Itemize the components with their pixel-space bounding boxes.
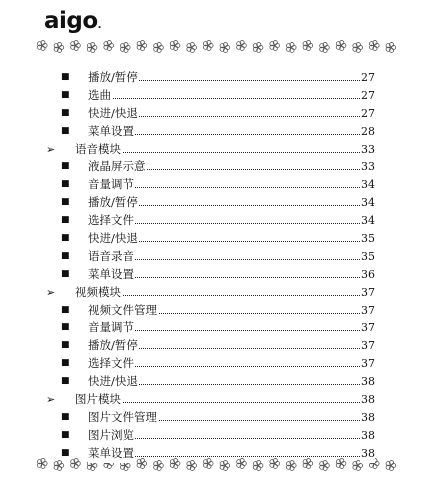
toc-page-number: 36: [360, 266, 375, 284]
flower-ornament-icon: [369, 41, 379, 51]
toc-page-number: 38: [360, 373, 375, 391]
flower-ornament-icon: [137, 41, 147, 51]
toc-item-row[interactable]: [0, 123, 435, 141]
toc-page-number: 38: [360, 391, 375, 409]
toc-item-row[interactable]: [0, 337, 435, 355]
toc-label: 快进/快退: [88, 373, 139, 391]
square-bullet-icon: ■: [61, 304, 70, 315]
square-bullet-icon: ■: [61, 72, 70, 82]
toc-item-row[interactable]: [0, 373, 435, 391]
toc-page-number: 35: [360, 248, 375, 266]
arrow-bullet-icon: ➢: [46, 142, 56, 156]
toc-label: 选择文件: [88, 212, 135, 230]
toc-page-number: 37: [360, 284, 375, 302]
flower-ornament-icon: [253, 43, 263, 53]
toc-section-row[interactable]: [0, 141, 435, 159]
toc-label: 快进/快退: [88, 105, 139, 123]
toc-page-number: 33: [360, 158, 375, 176]
arrow-bullet-icon: ➢: [46, 285, 56, 299]
toc-item-row[interactable]: [0, 87, 435, 105]
flower-ornament-icon: [71, 41, 81, 51]
flower-ornament-icon: [154, 461, 164, 471]
toc-section-row[interactable]: [0, 391, 435, 409]
flower-ornament-icon: [87, 43, 97, 53]
toc-item-row[interactable]: [0, 194, 435, 212]
toc-page-number: 34: [360, 176, 375, 194]
flower-ornament-icon: [237, 459, 247, 469]
toc-page-number: 27: [360, 69, 375, 87]
toc-label: 音量调节: [88, 319, 135, 337]
square-bullet-icon: ■: [61, 107, 70, 118]
flower-ornament-icon: [303, 459, 313, 469]
toc-page-number: 37: [360, 355, 375, 373]
toc-page-number: 37: [360, 319, 375, 337]
toc-item-row[interactable]: [0, 176, 435, 194]
toc-label: 菜单设置: [88, 266, 135, 284]
toc-page-number: 38: [360, 427, 375, 445]
toc-label: 快进/快退: [88, 230, 139, 248]
flower-ornament-icon: [303, 41, 313, 51]
toc-label: 选曲: [88, 87, 112, 105]
flower-ornament-icon: [104, 41, 114, 51]
toc-item-row[interactable]: [0, 69, 435, 87]
flower-ornament-icon: [336, 41, 346, 51]
toc-item-row[interactable]: [0, 427, 435, 445]
toc-page-number: 28: [360, 123, 375, 141]
toc-item-row[interactable]: [0, 248, 435, 266]
toc-item-row[interactable]: [0, 266, 435, 284]
toc-item-row[interactable]: [0, 105, 435, 123]
square-bullet-icon: ■: [61, 376, 70, 387]
flower-ornament-icon: [203, 41, 213, 51]
flower-ornament-icon: [187, 43, 197, 53]
square-bullet-icon: ■: [61, 411, 70, 422]
flower-ornament-icon: [386, 461, 396, 471]
flower-ornament-icon: [120, 43, 130, 53]
toc-label: 液晶屏示意: [88, 158, 147, 176]
flower-ornament-icon: [220, 43, 230, 53]
toc-label: 播放/暂停: [88, 69, 139, 87]
decorative-border-top: [34, 38, 400, 54]
toc-label: 菜单设置: [88, 123, 135, 141]
square-bullet-icon: ■: [61, 340, 70, 351]
flower-ornament-icon: [353, 43, 363, 53]
square-bullet-icon: ■: [61, 429, 70, 440]
toc-label: 菜单设置: [88, 445, 135, 463]
square-bullet-icon: ■: [61, 268, 70, 279]
flower-ornament-icon: [170, 459, 180, 469]
toc-item-row[interactable]: [0, 158, 435, 176]
flower-ornament-icon: [270, 41, 280, 51]
toc-item-row[interactable]: [0, 230, 435, 248]
flower-ornament-icon: [320, 461, 330, 471]
logo-mark: .: [97, 20, 101, 31]
flower-ornament-icon: [37, 459, 47, 469]
flower-ornament-icon: [286, 43, 296, 53]
square-bullet-icon: ■: [61, 161, 70, 172]
toc-page-number: 37: [360, 302, 375, 320]
flower-ornament-icon: [137, 459, 147, 469]
toc-item-row[interactable]: [0, 319, 435, 337]
flower-ornament-icon: [170, 41, 180, 51]
toc-label: 选择文件: [88, 355, 135, 373]
toc-page-number: 34: [360, 212, 375, 230]
toc-item-row[interactable]: [0, 302, 435, 320]
flower-ornament-icon: [37, 41, 47, 51]
square-bullet-icon: ■: [61, 197, 70, 208]
toc-page-number: 38: [360, 445, 375, 463]
toc-label: 语音模块: [75, 141, 122, 159]
square-bullet-icon: ■: [61, 215, 70, 226]
toc-label: 视频模块: [75, 284, 122, 302]
flower-ornament-icon: [71, 459, 81, 469]
arrow-bullet-icon: ➢: [46, 393, 56, 407]
toc-page-number: 27: [360, 87, 375, 105]
toc-item-row[interactable]: [0, 355, 435, 373]
logo-text: aigo: [44, 8, 98, 34]
flower-ornament-icon: [237, 41, 247, 51]
toc-label: 图片文件管理: [88, 409, 158, 427]
square-bullet-icon: ■: [61, 179, 70, 190]
square-bullet-icon: ■: [61, 250, 70, 261]
toc-page-number: 35: [360, 230, 375, 248]
flower-ornament-icon: [203, 459, 213, 469]
square-bullet-icon: ■: [61, 125, 70, 136]
flower-ornament-icon: [154, 43, 164, 53]
toc-item-row[interactable]: [0, 409, 435, 427]
flower-ornament-icon: [187, 461, 197, 471]
toc-label: 播放/暂停: [88, 194, 139, 212]
flower-ornament-icon: [386, 43, 396, 53]
dot-leader: [88, 98, 360, 99]
toc-label: 音量调节: [88, 176, 135, 194]
flower-ornament-icon: [320, 43, 330, 53]
toc-label: 图片浏览: [88, 427, 135, 445]
toc-label: 语音录音: [88, 248, 135, 266]
flower-ornament-icon: [253, 461, 263, 471]
toc-page-number: 37: [360, 337, 375, 355]
toc-section-row[interactable]: [0, 284, 435, 302]
aigo-logo: [44, 10, 101, 33]
toc-item-row[interactable]: [0, 212, 435, 230]
table-of-contents: [0, 69, 435, 463]
toc-label: 视频文件管理: [88, 302, 158, 320]
toc-page-number: 34: [360, 194, 375, 212]
flower-ornament-icon: [54, 43, 64, 53]
square-bullet-icon: ■: [61, 358, 70, 369]
toc-label: 图片模块: [75, 391, 122, 409]
toc-page-number: 38: [360, 409, 375, 427]
flower-ornament-icon: [270, 459, 280, 469]
flower-ornament-icon: [336, 459, 346, 469]
toc-page-number: 33: [360, 141, 375, 159]
toc-page-number: 27: [360, 105, 375, 123]
toc-label: 播放/暂停: [88, 337, 139, 355]
flower-ornament-icon: [220, 461, 230, 471]
flower-ornament-icon: [286, 461, 296, 471]
flower-ornament-icon: [54, 461, 64, 471]
square-bullet-icon: ■: [61, 89, 70, 100]
square-bullet-icon: ■: [61, 233, 70, 244]
square-bullet-icon: ■: [61, 447, 70, 458]
square-bullet-icon: ■: [61, 322, 70, 333]
